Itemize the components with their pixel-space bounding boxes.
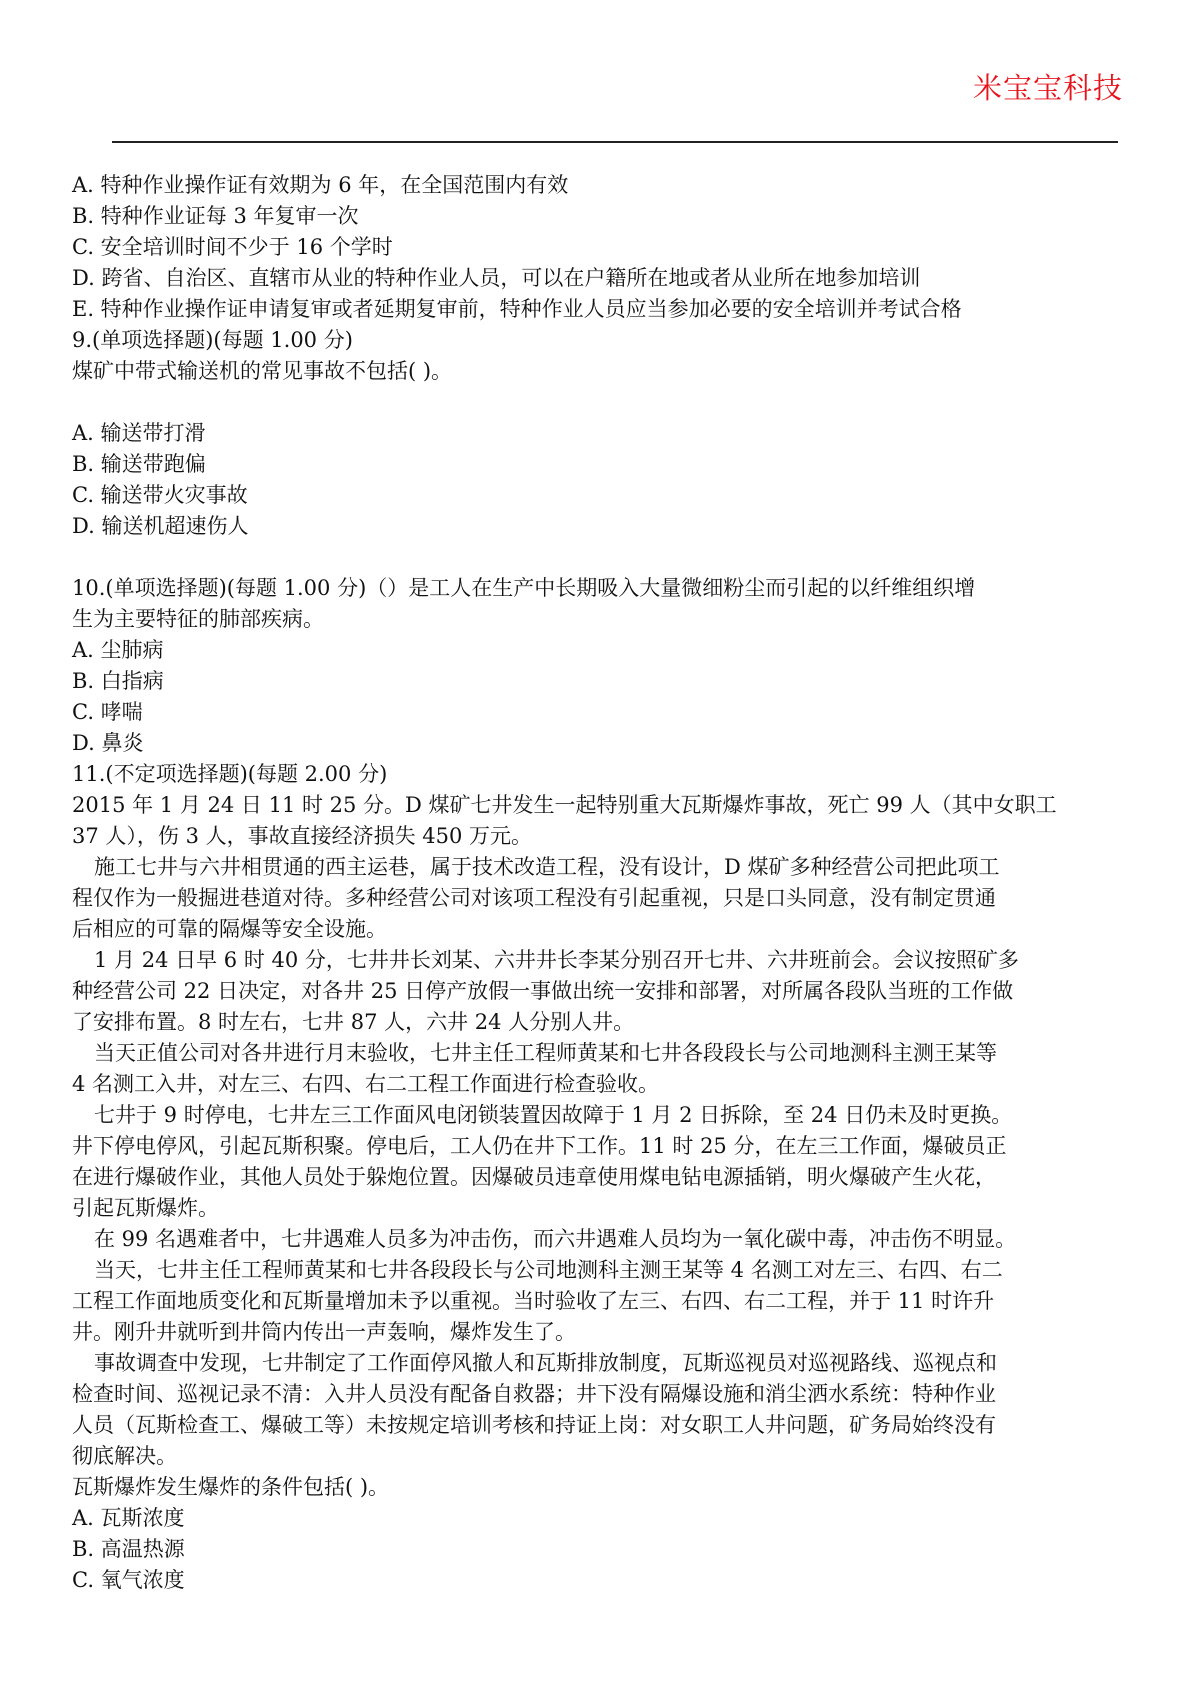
text-line: A. 尘肺病 [72, 638, 164, 662]
text-line: 种经营公司 22 日决定，对各井 25 日停产放假一事做出统一安排和部署，对所属各段队当班的工作做 [72, 979, 1014, 1003]
text-line: 生为主要特征的肺部疾病。 [72, 607, 324, 631]
text-line: 10.(单项选择题)(每题 1.00 分)（）是工人在生产中长期吸入大量微细粉尘而引起的以纤维组织增 [72, 576, 976, 600]
text-line: 七井于 9 时停电，七井左三工作面风电闭锁装置因故障于 1 月 2 日拆除，至 24 日仍未及时更换。 [94, 1103, 1013, 1127]
text-line: 事故调查中发现，七井制定了工作面停风撤人和瓦斯排放制度，瓦斯巡视员对巡视路线、巡视点和 [94, 1351, 997, 1375]
text-line: B. 输送带跑偏 [72, 452, 206, 476]
text-line: A. 输送带打滑 [72, 421, 206, 445]
text-line: 程仅作为一般掘进巷道对待。多种经营公司对该项工程没有引起重视，只是口头同意，没有制定贯通 [72, 886, 996, 910]
text-line: B. 特种作业证每 3 年复审一次 [72, 204, 359, 228]
text-line: 当天，七井主任工程师黄某和七井各段段长与公司地测科主测王某等 4 名测工对左三、右四、右二 [94, 1258, 1003, 1282]
text-line: E. 特种作业操作证申请复审或者延期复审前，特种作业人员应当参加必要的安全培训并考试合格 [72, 297, 962, 321]
blank-line [72, 542, 1122, 573]
text-line: 4 名测工入井，对左三、右四、右二工程工作面进行检查验收。 [72, 1072, 660, 1096]
text-line: 了安排布置。8 时左右，七井 87 人，六井 24 人分别人井。 [72, 1010, 635, 1034]
text-line: 在进行爆破作业，其他人员处于躲炮位置。因爆破员违章使用煤电钻电源插销，明火爆破产生火花， [72, 1165, 996, 1189]
text-line: A. 瓦斯浓度 [72, 1506, 185, 1530]
text-line: D. 输送机超速伤人 [72, 514, 249, 538]
text-line: 工程工作面地质变化和瓦斯量增加未予以重视。当时验收了左三、右四、右二工程，并于 11 时许升 [72, 1289, 995, 1313]
text-line: 井。刚升井就听到井筒内传出一声轰响，爆炸发生了。 [72, 1320, 576, 1344]
text-line: 引起瓦斯爆炸。 [72, 1196, 219, 1220]
text-line: 1 月 24 日早 6 时 40 分，七井井长刘某、六井井长李某分别召开七井、六井班前会。会议按照矿多 [94, 948, 1019, 972]
brand-name: 米宝宝科技 [972, 71, 1123, 105]
text-line: D. 跨省、自治区、直辖市从业的特种作业人员，可以在户籍所在地或者从业所在地参加培训 [72, 266, 921, 290]
text-line: C. 氧气浓度 [72, 1568, 185, 1592]
text-line: 井下停电停风，引起瓦斯积聚。停电后，工人仍在井下工作。11 时 25 分，在左三工作面，爆破员正 [72, 1134, 1007, 1158]
text-line: 人员（瓦斯检查工、爆破工等）未按规定培训考核和持证上岗：对女职工人井问题，矿务局始终没有 [72, 1413, 996, 1437]
text-line: D. 鼻炎 [72, 731, 144, 755]
text-line: 在 99 名遇难者中，七井遇难人员多为冲击伤，而六井遇难人员均为一氧化碳中毒，冲击伤不明显。 [94, 1227, 1017, 1251]
text-line: 施工七井与六井相贯通的西主运巷，属于技术改造工程，没有设计，D 煤矿多种经营公司把此项工 [94, 855, 1000, 879]
text-line: B. 白指病 [72, 669, 164, 693]
text-line: 9.(单项选择题)(每题 1.00 分) [72, 328, 353, 352]
text-line: A. 特种作业操作证有效期为 6 年，在全国范围内有效 [72, 173, 569, 197]
text-line: C. 安全培训时间不少于 16 个学时 [72, 235, 393, 259]
text-line: C. 输送带火灾事故 [72, 483, 248, 507]
text-line: B. 高温热源 [72, 1537, 185, 1561]
text-line: 瓦斯爆炸发生爆炸的条件包括( )。 [72, 1475, 390, 1499]
blank-line [72, 387, 1122, 418]
text-line: C. 哮喘 [72, 700, 143, 724]
text-line: 2015 年 1 月 24 日 11 时 25 分。D 煤矿七井发生一起特别重大瓦斯爆炸事故，死亡 99 人（其中女职工 [72, 793, 1057, 817]
text-line: 后相应的可靠的隔爆等安全设施。 [72, 917, 387, 941]
document-body [72, 170, 1122, 1596]
text-line: 彻底解决。 [72, 1444, 177, 1468]
text-line: 37 人），伤 3 人，事故直接经济损失 450 万元。 [72, 824, 533, 848]
text-line: 当天正值公司对各井进行月末验收，七井主任工程师黄某和七井各段段长与公司地测科主测王某等 [94, 1041, 997, 1065]
text-line: 检查时间、巡视记录不清：入井人员没有配备自救器；井下没有隔爆设施和消尘洒水系统：特种作业 [72, 1382, 996, 1406]
header-divider [112, 141, 1118, 143]
text-line: 11.(不定项选择题)(每题 2.00 分) [72, 762, 388, 786]
text-line: 煤矿中带式输送机的常见事故不包括( )。 [72, 359, 453, 383]
